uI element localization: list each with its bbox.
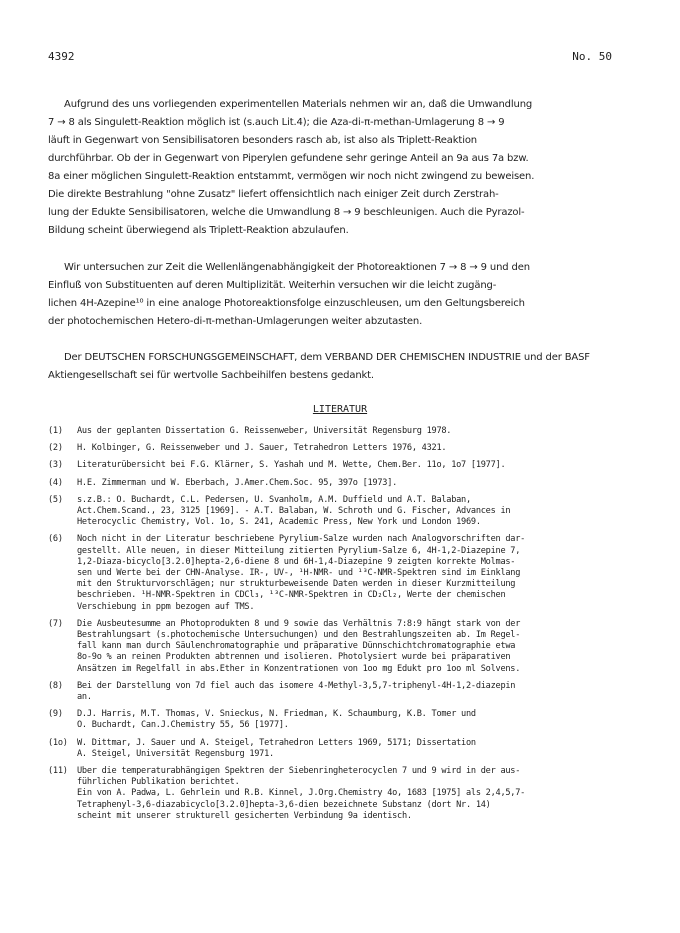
- reference-line: Die Ausbeutesumme an Photoprodukten 8 und 9 sowie das Verhältnis 7:8:9 hängt stark von der: [77, 618, 521, 629]
- reference-line: Heterocyclic Chemistry, Vol. 1o, S. 241, Academic Press, New York und London 1969.: [77, 517, 481, 528]
- reference-line: an.: [77, 692, 92, 703]
- text-line: läuft in Gegenwart von Sensibilisatoren besonders rasch ab, ist also als Triplett-Reaktion: [48, 135, 477, 146]
- reference-line: mit den Strukturvorschlägen; nur strukturbeweisende Daten werden in dieser Kurzmitteilung: [77, 579, 516, 590]
- text-line: Der DEUTSCHEN FORSCHUNGSGEMEINSCHAFT, dem VERBAND DER CHEMISCHEN INDUSTRIE und der BASF: [64, 352, 590, 363]
- text-line: Wir untersuchen zur Zeit die Wellenlängenabhängigkeit der Photoreaktionen 7 → 8 → 9 und den: [64, 262, 530, 273]
- reference-number: (7): [48, 618, 63, 629]
- text-line: Die direkte Bestrahlung "ohne Zusatz" liefert offensichtlich nach einiger Zeit durch Zerstrah-: [48, 189, 499, 200]
- reference-line: Literaturübersicht bei F.G. Klärner, S. Yashah und M. Wette, Chem.Ber. 11o, 1o7 [1977].: [77, 460, 506, 471]
- reference-item: [48, 619, 632, 675]
- reference-line: 1,2-Diaza-bicyclo[3.2.0]hepta-2,6-diene 8 und 6H-1,4-Diazepine 9 zeigten korrekte Molmas-: [77, 556, 516, 567]
- reference-line: Ein von A. Padwa, L. Gehrlein und R.B. Kinnel, J.Org.Chemistry 4o, 1683 [1975] als 2,4,5,7-: [77, 788, 526, 799]
- reference-item: [48, 443, 632, 454]
- reference-line: 8o-9o % an reinen Produkten abtrennen und isolieren. Photolysiert wurde bei präparativen: [77, 652, 511, 663]
- reference-line: fall kann man durch Säulenchromatographie und präparative Dünnschichtchromatographie etwa: [77, 641, 516, 652]
- reference-line: Ansätzen im Regelfall in abs.Ether in Konzentrationen von 1oo mg Edukt pro 1oo ml Solvens.: [77, 663, 521, 674]
- reference-line: führlichen Publikation berichtet.: [77, 777, 240, 788]
- reference-line: H.E. Zimmerman und W. Eberbach, J.Amer.Chem.Soc. 95, 397o [1973].: [77, 477, 398, 488]
- reference-line: sen und Werte bei der CHN-Analyse. IR-, UV-, ¹H-NMR- und ¹³C-NMR-Spektren sind im Einklang: [77, 568, 521, 579]
- reference-number: (2): [48, 443, 63, 454]
- reference-line: D.J. Harris, M.T. Thomas, V. Snieckus, N. Friedman, K. Schaumburg, K.B. Tomer und: [77, 709, 476, 720]
- reference-number: (11): [48, 766, 68, 777]
- reference-line: gestellt. Alle neuen, in dieser Mitteilung zitierten Pyrylium-Salze 6, 4H-1,2-Diazepine 7,: [77, 545, 521, 556]
- reference-item: [48, 738, 632, 760]
- reference-line: s.z.B.: O. Buchardt, C.L. Pedersen, U. Svanholm, A.M. Duffield und A.T. Balaban,: [77, 494, 471, 505]
- reference-line: beschrieben. ¹H-NMR-Spektren in CDCl₃, ¹³C-NMR-Spektren in CD₂Cl₂, Werte der chemischen: [77, 590, 506, 601]
- reference-line: A. Steigel, Universität Regensburg 1971.: [77, 748, 274, 759]
- reference-number: (1o): [48, 737, 68, 748]
- reference-line: Act.Chem.Scand., 23, 3125 [1969]. - A.T. Balaban, W. Schroth und G. Fischer, Advances in: [77, 506, 511, 517]
- reference-number: (8): [48, 680, 63, 691]
- reference-item: [48, 534, 632, 612]
- reference-line: O. Buchardt, Can.J.Chemistry 55, 56 [1977].: [77, 720, 289, 731]
- reference-item: [48, 478, 632, 489]
- text-line: 7 → 8 als Singulett-Reaktion möglich ist (s.auch Lit.4); die Aza-di-π-methan-Umlagerung 8 → 9: [48, 117, 505, 128]
- reference-item: [48, 426, 632, 437]
- reference-item: [48, 766, 632, 822]
- reference-line: Über die temperaturabhängigen Spektren der Siebenringheterocyclen 7 und 9 wird in der aus-: [77, 766, 521, 777]
- reference-line: Bei der Darstellung von 7d fiel auch das isomere 4-Methyl-3,5,7-triphenyl-4H-1,2-diazepin: [77, 680, 516, 691]
- text-line: lung der Edukte Sensibilisatoren, welche die Umwandlung 8 → 9 beschleunigen. Auch die Pyrazol-: [48, 207, 525, 218]
- reference-line: scheint mit unserer strukturell gesicherten Verbindung 9a identisch.: [77, 810, 412, 821]
- reference-line: Bestrahlungsart (s.photochemische Untersuchungen) und den Bestrahlungszeiten ab. Im Regel-: [77, 630, 521, 641]
- text-line: lichen 4H-Azepine¹⁰ in eine analoge Photoreaktionsfolge einzuschleusen, um den Geltungsbereich: [48, 298, 525, 309]
- reference-line: Noch nicht in der Literatur beschriebene Pyrylium-Salze wurden nach Analogvorschriften dar-: [77, 534, 526, 545]
- reference-number: (4): [48, 477, 63, 488]
- text-line: Aktiengesellschaft sei für wertvolle Sachbeihilfen bestens gedankt.: [48, 370, 374, 381]
- text-line: Einfluß von Substituenten auf deren Multiplizität. Weiterhin versuchen wir die leicht zugäng-: [48, 280, 497, 291]
- references-list: [48, 426, 632, 828]
- paragraph-outlook: [48, 259, 618, 331]
- reference-line: W. Dittmar, J. Sauer und A. Steigel, Tetrahedron Letters 1969, 5171; Dissertation: [77, 737, 476, 748]
- reference-item: [48, 681, 632, 703]
- paragraph-mechanism: [48, 96, 618, 240]
- reference-number: (3): [48, 460, 63, 471]
- reference-item: [48, 495, 632, 529]
- text-line: der photochemischen Hetero-di-π-methan-Umlagerungen weiter abzutasten.: [48, 316, 423, 327]
- reference-line: Verschiebung in ppm bezogen auf TMS.: [77, 601, 255, 612]
- reference-line: Tetraphenyl-3,6-diazabicyclo[3.2.0]hepta-3,6-dien bezeichnete Substanz (dort Nr. 14): [77, 799, 491, 810]
- reference-number: (6): [48, 534, 63, 545]
- reference-line: H. Kolbinger, G. Reissenweber und J. Sauer, Tetrahedron Letters 1976, 4321.: [77, 443, 447, 454]
- reference-item: [48, 709, 632, 731]
- text-line: durchführbar. Ob der in Gegenwart von Piperylen gefundene sehr geringe Anteil an 9a aus 7a bzw.: [48, 153, 529, 164]
- paragraph-acknowledgement: [48, 349, 618, 385]
- reference-number: (5): [48, 494, 63, 505]
- reference-item: [48, 460, 632, 471]
- reference-line: Aus der geplanten Dissertation G. Reissenweber, Universität Regensburg 1978.: [77, 426, 452, 436]
- text-line: 8a einer möglichen Singulett-Reaktion entstammt, vermögen wir noch nicht zwingend zu beweisen.: [48, 171, 535, 182]
- reference-number: (1): [48, 426, 63, 436]
- references-heading: LITERATUR: [312, 404, 368, 415]
- text-line: Bildung scheint überwiegend als Triplett-Reaktion abzulaufen.: [48, 225, 349, 236]
- journal-issue: No. 50: [572, 50, 612, 63]
- text-line: Aufgrund des uns vorliegenden experimentellen Materials nehmen wir an, daß die Umwandlung: [64, 99, 533, 110]
- reference-number: (9): [48, 709, 63, 720]
- page-number: 4392: [48, 50, 75, 63]
